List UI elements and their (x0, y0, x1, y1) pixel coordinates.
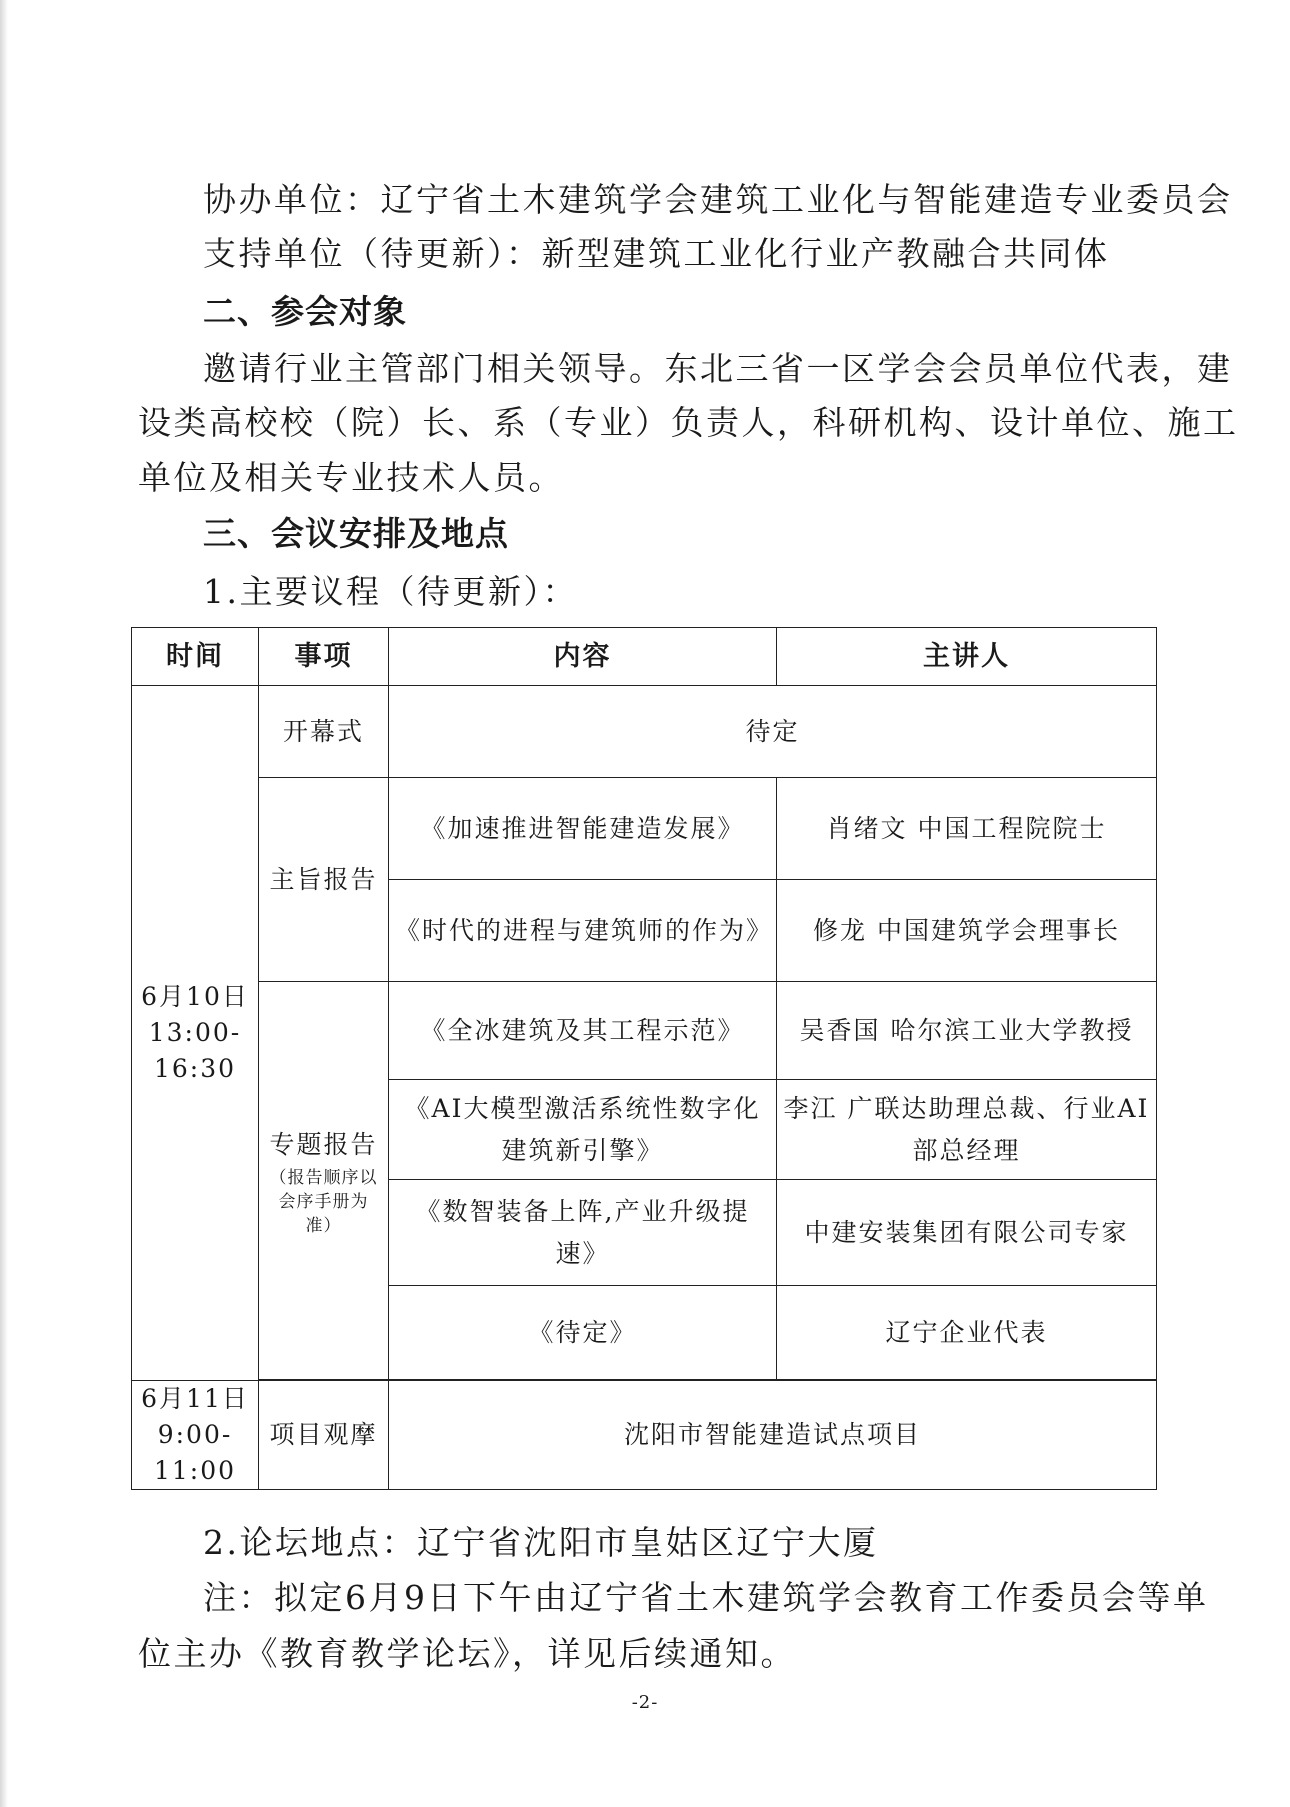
table-row (132, 686, 1157, 778)
co-organizer-line: 协办单位：辽宁省土木建筑学会建筑工业化与智能建造专业委员会 (203, 180, 1233, 219)
special-content-4: 《待定》 (389, 1286, 777, 1380)
agenda-table (131, 627, 1157, 1490)
day2-item: 项目观摩 (259, 1381, 389, 1490)
table-row (132, 982, 1157, 1080)
day2-time-cell (132, 1381, 259, 1490)
day1-time-start: 13:00- (148, 1018, 242, 1047)
keynote-speaker-1: 肖绪文 中国工程院院士 (777, 778, 1157, 880)
special-item: 专题报告 (269, 1129, 378, 1159)
venue-line: 2.论坛地点：辽宁省沈阳市皇姑区辽宁大厦 (203, 1523, 879, 1562)
attendees-text-line-2: 设类高校校（院）长、系（专业）负责人，科研机构、设计单位、施工 (138, 403, 1239, 442)
special-item-note: （报告顺序以会序手册为准） (269, 1167, 378, 1236)
keynote-speaker-2: 修龙 中国建筑学会理事长 (777, 880, 1157, 982)
supporter-line: 支持单位（待更新）：新型建筑工业化行业产教融合共同体 (203, 234, 1110, 273)
day2-time-end: 11:00 (153, 1456, 237, 1485)
special-speaker-2: 李江 广联达助理总裁、行业AI部总经理 (777, 1080, 1157, 1180)
header-content: 内容 (389, 628, 777, 686)
day1-time-end: 16:30 (153, 1054, 237, 1083)
page-number: -2- (631, 1692, 659, 1713)
agenda-intro: 1.主要议程（待更新）： (203, 572, 578, 611)
header-time: 时间 (132, 628, 259, 686)
opening-content: 待定 (389, 686, 1157, 778)
special-speaker-4: 辽宁企业代表 (777, 1286, 1157, 1380)
special-content-3: 《数智装备上阵,产业升级提速》 (389, 1180, 777, 1286)
table-header-row (132, 628, 1157, 686)
day2-date: 6月11日 (141, 1384, 249, 1413)
special-speaker-1: 吴香国 哈尔滨工业大学教授 (777, 982, 1157, 1080)
keynote-content-1: 《加速推进智能建造发展》 (389, 778, 777, 880)
table-row (132, 778, 1157, 880)
note-line-2: 位主办《教育教学论坛》，详见后续通知。 (138, 1634, 796, 1673)
special-speaker-3: 中建安装集团有限公司专家 (777, 1180, 1157, 1286)
section-heading-attendees: 二、参会对象 (203, 292, 407, 331)
section-heading-schedule: 三、会议安排及地点 (203, 514, 509, 553)
day1-date: 6月10日 (141, 982, 249, 1011)
special-content-1: 《全冰建筑及其工程示范》 (389, 982, 777, 1080)
table-row (132, 1381, 1157, 1490)
keynote-content-2: 《时代的进程与建筑师的作为》 (389, 880, 777, 982)
day1-time-cell (132, 686, 259, 1381)
day2-content: 沈阳市智能建造试点项目 (389, 1381, 1157, 1490)
special-content-2: 《AI大模型激活系统性数字化建筑新引擎》 (389, 1080, 777, 1180)
header-speaker: 主讲人 (777, 628, 1157, 686)
keynote-item: 主旨报告 (259, 778, 389, 982)
attendees-text-line-1: 邀请行业主管部门相关领导。东北三省一区学会会员单位代表，建 (203, 349, 1233, 388)
day2-time-start: 9:00- (157, 1420, 233, 1449)
attendees-text-line-3: 单位及相关专业技术人员。 (138, 458, 564, 497)
special-item-cell (259, 982, 389, 1380)
opening-item: 开幕式 (259, 686, 389, 778)
header-item: 事项 (259, 628, 389, 686)
note-line-1: 注：拟定6月9日下午由辽宁省土木建筑学会教育工作委员会等单 (203, 1578, 1209, 1617)
